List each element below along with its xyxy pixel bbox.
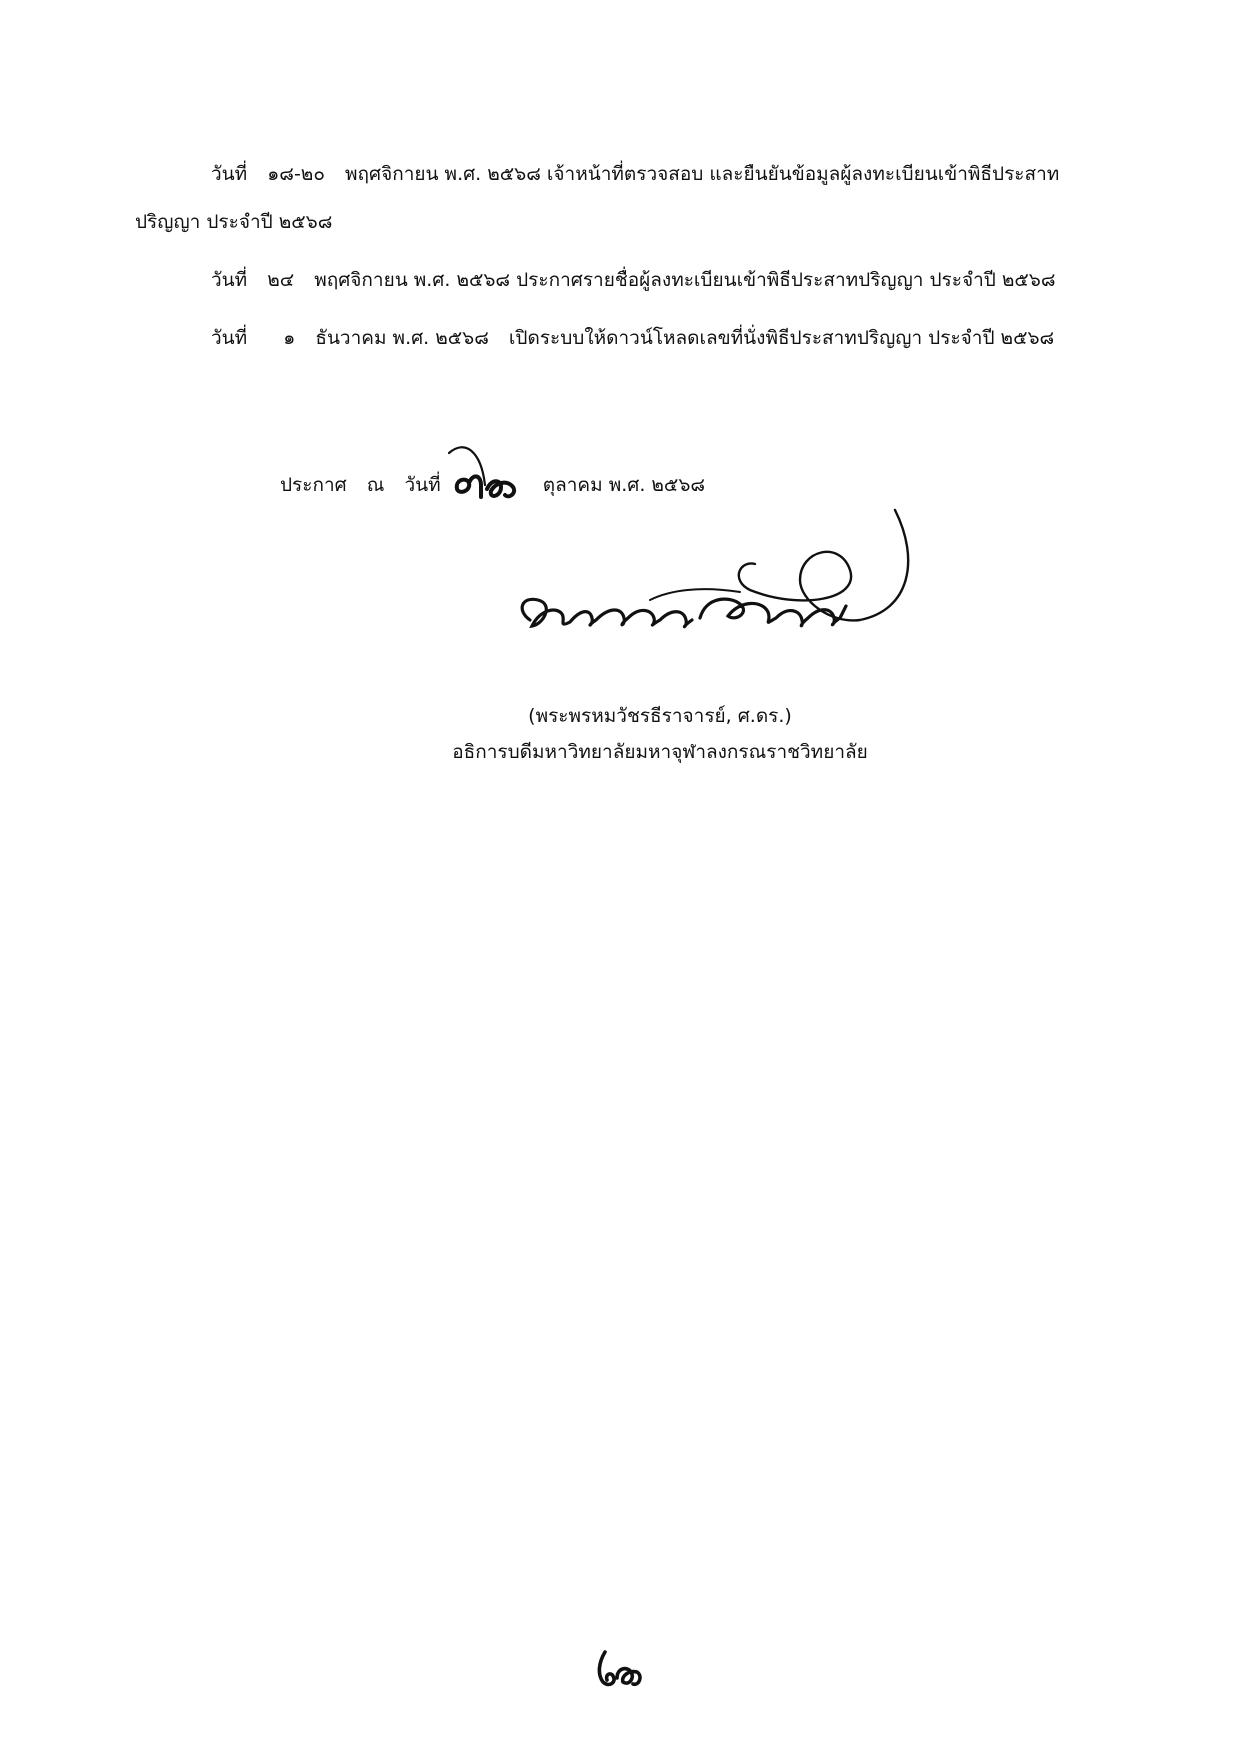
signer-position: อธิการบดีมหาวิทยาลัยมหาจุฬาลงกรณราชวิทยาลัย: [452, 741, 868, 763]
handwritten-page-number: [595, 1648, 645, 1688]
schedule-date: ๒๔: [267, 269, 295, 291]
schedule-text: ประกาศรายชื่อผู้ลงทะเบียนเข้าพิธีประสาทปริญญา ประจำปี ๒๕๖๘: [516, 269, 1056, 291]
schedule-list: [135, 148, 1125, 370]
schedule-item: [135, 254, 1125, 306]
signer-block: [400, 698, 920, 770]
handwritten-day-number: [447, 473, 517, 499]
schedule-line: [135, 312, 1125, 364]
announcement-at: ณ: [366, 474, 385, 496]
schedule-item: [135, 148, 1125, 248]
schedule-date: ๑๘-๒๐: [267, 163, 325, 185]
schedule-line: [135, 254, 1125, 306]
schedule-month: พฤศจิกายน พ.ศ. ๒๕๖๘: [344, 163, 541, 185]
signer-name: (พระพรหมวัชรธีราจารย์, ศ.ดร.): [528, 705, 792, 727]
schedule-item: [135, 312, 1125, 364]
schedule-month: พฤศจิกายน พ.ศ. ๒๕๖๘: [314, 269, 511, 291]
schedule-text: เปิดระบบให้ดาวน์โหลดเลขที่นั่งพิธีประสาทปริญญา ประจำปี ๒๕๖๘: [508, 327, 1055, 349]
announcement-day-label: วันที่: [404, 474, 441, 496]
schedule-text: เจ้าหน้าที่ตรวจสอบ และยืนยันข้อมูลผู้ลงทะเบียนเข้าพิธีประสาท: [546, 163, 1060, 185]
schedule-label: วันที่: [211, 269, 248, 291]
handwritten-signature: [500, 500, 920, 660]
announcement-month-year: ตุลาคม พ.ศ. ๒๕๖๘: [542, 474, 706, 496]
schedule-line: [135, 148, 1125, 200]
schedule-month: ธันวาคม พ.ศ. ๒๕๖๘: [315, 327, 489, 349]
schedule-continuation: ปริญญา ประจำปี ๒๕๖๘: [135, 211, 333, 233]
schedule-label: วันที่: [211, 163, 248, 185]
schedule-label: วันที่: [211, 327, 248, 349]
announcement-line: [280, 470, 705, 500]
announcement-prefix: ประกาศ: [280, 474, 347, 496]
schedule-date: ๑: [283, 327, 296, 349]
